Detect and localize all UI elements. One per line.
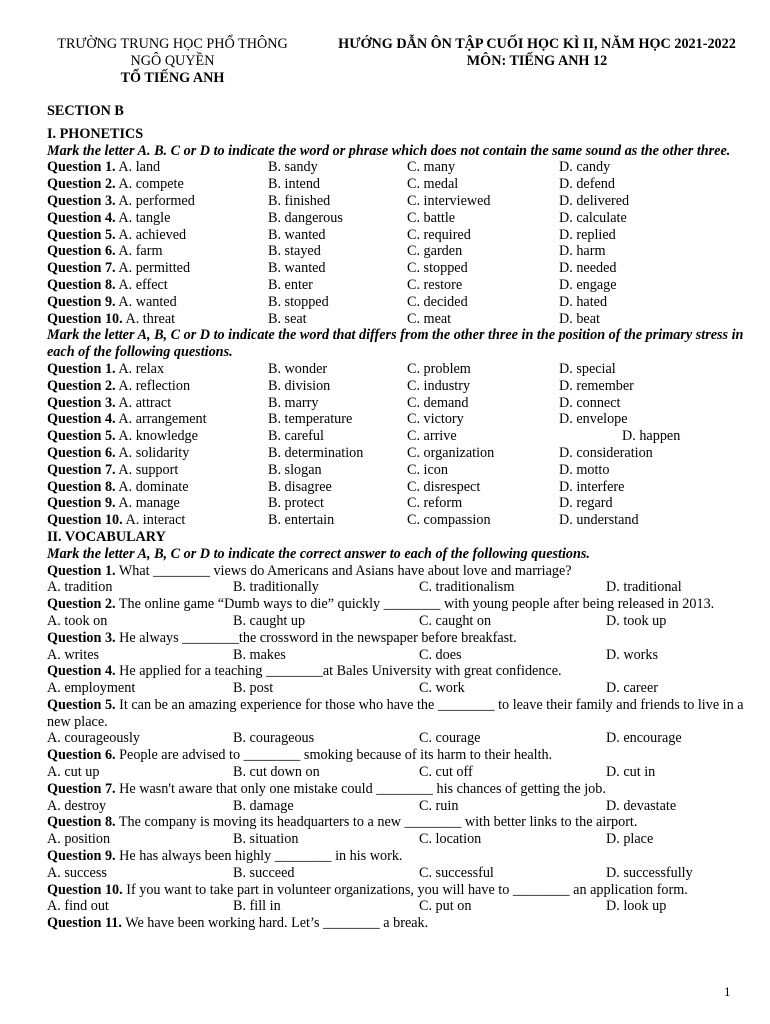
option-b: B. division [268, 377, 331, 394]
option-d: D. envelope [559, 411, 628, 428]
option-b: B. seat [268, 310, 307, 327]
question-text: The online game “Dumb ways to die” quickly ________ with young people after being released in 2013. [118, 596, 715, 613]
option-a: A. destroy [47, 797, 107, 814]
option-b: B. situation [233, 831, 299, 848]
question-number: Question 7. [47, 260, 116, 277]
question-stem [47, 495, 180, 512]
option-d: D. interfere [559, 478, 625, 495]
answer-options-row [47, 647, 752, 664]
option-d: D. candy [559, 159, 611, 176]
option-a: A. arrangement [118, 411, 207, 428]
question-number: Question 3. [47, 394, 116, 411]
option-d: D. understand [559, 512, 639, 529]
option-b: B. disagree [268, 478, 332, 495]
question-number: Question 9. [47, 848, 116, 865]
option-c: C. traditionalism [419, 579, 515, 596]
option-b: B. sandy [268, 159, 318, 176]
option-b: B. careful [268, 428, 324, 445]
option-d: D. special [559, 360, 616, 377]
option-c: C. interviewed [407, 192, 491, 209]
option-d: D. look up [606, 898, 667, 915]
question-number: Question 2. [47, 377, 116, 394]
question-number: Question 8. [47, 478, 116, 495]
question-text: The company is moving its headquarters to a new ________ with better links to the airport. [118, 814, 638, 831]
sound-question-row [47, 193, 752, 210]
question-text: We have been working hard. Let’s ________ a break. [125, 915, 429, 932]
answer-options-row [47, 579, 752, 596]
answer-options-row [47, 764, 752, 781]
option-b: B. protect [268, 495, 324, 512]
option-b: B. intend [268, 176, 321, 193]
option-a: A. took on [47, 612, 108, 629]
option-d: D. defend [559, 176, 615, 193]
section-title: SECTION B [47, 103, 124, 119]
option-a: A. performed [118, 192, 195, 209]
option-c: C. medal [407, 176, 459, 193]
option-c: C. meat [407, 310, 452, 327]
question-text: He wasn't aware that only one mistake could ________ his chances of getting the job. [119, 780, 606, 797]
answer-options-row [47, 865, 752, 882]
option-c: C. victory [407, 411, 464, 428]
question-number: Question 3. [47, 192, 116, 209]
vocabulary-question [47, 781, 752, 798]
page-number: 1 [724, 984, 731, 999]
option-a: A. land [118, 159, 161, 176]
option-b: B. damage [233, 797, 294, 814]
option-b: B. caught up [233, 612, 306, 629]
question-stem [47, 159, 160, 176]
option-d: D. delivered [559, 192, 630, 209]
stress-question-row [47, 445, 752, 462]
vocabulary-question [47, 697, 752, 731]
stress-question-row [47, 361, 752, 378]
option-a: A. find out [47, 898, 109, 915]
document-title-block [322, 36, 752, 70]
sound-question-row [47, 311, 752, 328]
option-c: C. work [419, 680, 465, 697]
sound-question-row [47, 159, 752, 176]
option-b: B. finished [268, 192, 331, 209]
question-number: Question 5. [47, 226, 116, 243]
stress-question-row [47, 479, 752, 496]
option-a: A. permitted [118, 260, 191, 277]
question-stem [47, 193, 195, 210]
school-name-line1: TRƯỜNG TRUNG HỌC PHỔ THÔNG [57, 36, 288, 52]
question-number: Question 11. [47, 915, 122, 932]
stress-question-row [47, 428, 752, 445]
answer-options-row [47, 898, 752, 915]
option-c: C. organization [407, 444, 495, 461]
option-c: C. stopped [407, 260, 468, 277]
sound-question-row [47, 176, 752, 193]
option-a: A. compete [118, 176, 184, 193]
question-stem [47, 176, 184, 193]
school-header [30, 36, 315, 87]
vocabulary-question [47, 747, 752, 764]
option-b: B. courageous [233, 730, 315, 747]
vocabulary-question [47, 814, 752, 831]
question-number: Question 10. [47, 881, 123, 898]
document-title: HƯỚNG DẪN ÔN TẬP CUỐI HỌC KÌ II, NĂM HỌC 2021-2022 [338, 36, 736, 52]
option-a: A. support [118, 461, 179, 478]
option-c: C. courage [419, 730, 481, 747]
option-a: A. tangle [118, 209, 171, 226]
option-d: D. encourage [606, 730, 682, 747]
option-c: C. industry [407, 377, 471, 394]
question-stem [47, 395, 171, 412]
question-number: Question 4. [47, 209, 116, 226]
answer-options-row [47, 613, 752, 630]
option-d: D. took up [606, 612, 667, 629]
question-stem [47, 243, 162, 260]
document-body [47, 103, 752, 932]
option-d: D. consideration [559, 444, 653, 461]
vocabulary-instruction: Mark the letter A, B, C or D to indicate the correct answer to each of the following questions. [47, 545, 590, 562]
option-c: C. restore [407, 276, 463, 293]
question-number: Question 9. [47, 495, 116, 512]
option-d: D. happen [622, 428, 681, 445]
option-c: C. battle [407, 209, 456, 226]
sound-question-row [47, 277, 752, 294]
question-stem [47, 311, 175, 328]
answer-options-row [47, 730, 752, 747]
option-a: A. courageously [47, 730, 140, 747]
question-text: It can be an amazing experience for those who have the ________ to leave their family and friends to live in a new place. [47, 696, 744, 730]
option-b: B. dangerous [268, 209, 343, 226]
question-number: Question 4. [47, 411, 116, 428]
option-a: A. cut up [47, 764, 100, 781]
option-b: B. makes [233, 646, 286, 663]
option-d: D. remember [559, 377, 634, 394]
option-a: A. interact [125, 512, 186, 529]
question-number: Question 8. [47, 814, 116, 831]
vocabulary-question [47, 915, 752, 932]
option-a: A. attract [118, 394, 172, 411]
vocabulary-question-list [47, 563, 752, 933]
answer-options-row [47, 831, 752, 848]
question-text: If you want to take part in volunteer organizations, you will have to ________ an application form. [126, 881, 688, 898]
question-stem [47, 277, 168, 294]
option-c: C. required [407, 226, 471, 243]
option-c: C. disrespect [407, 478, 481, 495]
question-stem [47, 428, 198, 445]
option-b: B. stayed [268, 243, 321, 260]
vocabulary-question [47, 630, 752, 647]
department-name: TỔ TIẾNG ANH [120, 70, 225, 86]
option-c: C. successful [419, 864, 494, 881]
question-number: Question 7. [47, 780, 116, 797]
option-d: D. career [606, 680, 658, 697]
question-stem [47, 445, 189, 462]
option-a: A. threat [125, 310, 176, 327]
subject-title: MÔN: TIẾNG ANH 12 [466, 53, 608, 69]
option-d: D. replied [559, 226, 616, 243]
option-c: C. reform [407, 495, 463, 512]
option-d: D. cut in [606, 764, 656, 781]
option-b: B. succeed [233, 864, 295, 881]
option-d: D. beat [559, 310, 600, 327]
question-number: Question 2. [47, 596, 116, 613]
option-b: B. wonder [268, 360, 328, 377]
phonetics-instruction-1: Mark the letter A. B. C or D to indicate the word or phrase which does not contain the same sound as the other three. [47, 142, 731, 159]
option-d: D. traditional [606, 579, 682, 596]
sound-question-row [47, 260, 752, 277]
option-c: C. arrive [407, 428, 457, 445]
question-stem [47, 294, 177, 311]
question-number: Question 6. [47, 747, 116, 764]
option-d: D. engage [559, 276, 617, 293]
option-a: A. solidarity [118, 444, 190, 461]
question-stem [47, 378, 190, 395]
option-c: C. put on [419, 898, 472, 915]
option-a: A. tradition [47, 579, 113, 596]
option-c: C. demand [407, 394, 469, 411]
option-b: B. slogan [268, 461, 322, 478]
question-number: Question 10. [47, 512, 123, 529]
option-b: B. traditionally [233, 579, 319, 596]
option-a: A. position [47, 831, 111, 848]
question-number: Question 4. [47, 663, 116, 680]
sound-question-row [47, 243, 752, 260]
stress-question-row [47, 411, 752, 428]
phonetics-instruction-2: Mark the letter A, B, C or D to indicate the word that differs from the other three in the position of the primary stress in each of the following questions. [47, 327, 744, 361]
question-text: People are advised to ________ smoking because of its harm to their health. [119, 747, 553, 764]
stress-question-row [47, 495, 752, 512]
stress-question-list [47, 361, 752, 529]
question-stem [47, 210, 170, 227]
option-d: D. hated [559, 293, 608, 310]
option-d: D. motto [559, 461, 610, 478]
option-a: A. effect [118, 276, 168, 293]
option-c: C. decided [407, 293, 468, 310]
option-b: B. temperature [268, 411, 353, 428]
answer-options-row [47, 798, 752, 815]
option-a: A. manage [118, 495, 180, 512]
question-text: He always ________the crossword in the newspaper before breakfast. [119, 629, 517, 646]
option-b: B. marry [268, 394, 319, 411]
question-number: Question 2. [47, 176, 116, 193]
sound-question-list [47, 159, 752, 327]
option-c: C. location [419, 831, 482, 848]
option-b: B. stopped [268, 293, 329, 310]
option-b: B. determination [268, 444, 364, 461]
option-c: C. problem [407, 360, 471, 377]
option-c: C. ruin [419, 797, 459, 814]
option-b: B. entertain [268, 512, 335, 529]
question-number: Question 8. [47, 276, 116, 293]
option-d: D. regard [559, 495, 613, 512]
sound-question-row [47, 294, 752, 311]
vocabulary-question [47, 563, 752, 580]
option-c: C. icon [407, 461, 448, 478]
question-number: Question 1. [47, 562, 116, 579]
question-text: What ________ views do Americans and Asians have about love and marriage? [118, 562, 572, 579]
option-c: C. does [419, 646, 462, 663]
sound-question-row [47, 227, 752, 244]
question-number: Question 1. [47, 360, 116, 377]
stress-question-row [47, 512, 752, 529]
question-number: Question 5. [47, 696, 116, 713]
option-b: B. wanted [268, 260, 326, 277]
question-number: Question 10. [47, 310, 123, 327]
question-text: He applied for a teaching ________at Bales University with great confidence. [119, 663, 562, 680]
option-b: B. fill in [233, 898, 281, 915]
vocabulary-question [47, 848, 752, 865]
option-d: D. calculate [559, 209, 627, 226]
option-a: A. knowledge [118, 428, 198, 445]
question-stem [47, 462, 178, 479]
question-number: Question 7. [47, 461, 116, 478]
stress-question-row [47, 378, 752, 395]
option-a: A. farm [118, 243, 163, 260]
option-b: B. wanted [268, 226, 326, 243]
question-stem [47, 227, 186, 244]
option-a: A. wanted [118, 293, 177, 310]
option-d: D. harm [559, 243, 606, 260]
vocabulary-question [47, 596, 752, 613]
option-d: D. successfully [606, 864, 693, 881]
vocabulary-question [47, 882, 752, 899]
option-d: D. needed [559, 260, 617, 277]
option-c: C. compassion [407, 512, 491, 529]
option-c: C. many [407, 159, 456, 176]
option-a: A. relax [118, 360, 165, 377]
option-d: D. devastate [606, 797, 677, 814]
question-stem [47, 512, 185, 529]
vocabulary-question [47, 663, 752, 680]
question-text: He has always been highly ________ in his work. [119, 848, 403, 865]
question-stem [47, 361, 164, 378]
stress-question-row [47, 395, 752, 412]
question-number: Question 1. [47, 159, 116, 176]
question-number: Question 6. [47, 444, 116, 461]
question-number: Question 6. [47, 243, 116, 260]
option-a: A. employment [47, 680, 136, 697]
option-b: B. post [233, 680, 274, 697]
option-a: A. dominate [118, 478, 189, 495]
option-a: A. writes [47, 646, 100, 663]
question-number: Question 5. [47, 428, 116, 445]
sound-question-row [47, 210, 752, 227]
question-stem [47, 260, 190, 277]
option-a: A. reflection [118, 377, 191, 394]
option-c: C. cut off [419, 764, 473, 781]
phonetics-title: I. PHONETICS [47, 125, 144, 142]
question-stem [47, 479, 189, 496]
option-a: A. achieved [118, 226, 187, 243]
option-b: B. enter [268, 276, 313, 293]
option-d: D. connect [559, 394, 621, 411]
option-b: B. cut down on [233, 764, 320, 781]
answer-options-row [47, 680, 752, 697]
option-a: A. success [47, 864, 107, 881]
school-name-line2: NGÔ QUYỀN [130, 53, 215, 69]
vocabulary-title: II. VOCABULARY [47, 528, 166, 545]
question-number: Question 3. [47, 629, 116, 646]
stress-question-row [47, 462, 752, 479]
question-number: Question 9. [47, 293, 116, 310]
option-d: D. works [606, 646, 659, 663]
option-c: C. garden [407, 243, 463, 260]
option-c: C. caught on [419, 612, 492, 629]
question-stem [47, 411, 207, 428]
option-d: D. place [606, 831, 654, 848]
